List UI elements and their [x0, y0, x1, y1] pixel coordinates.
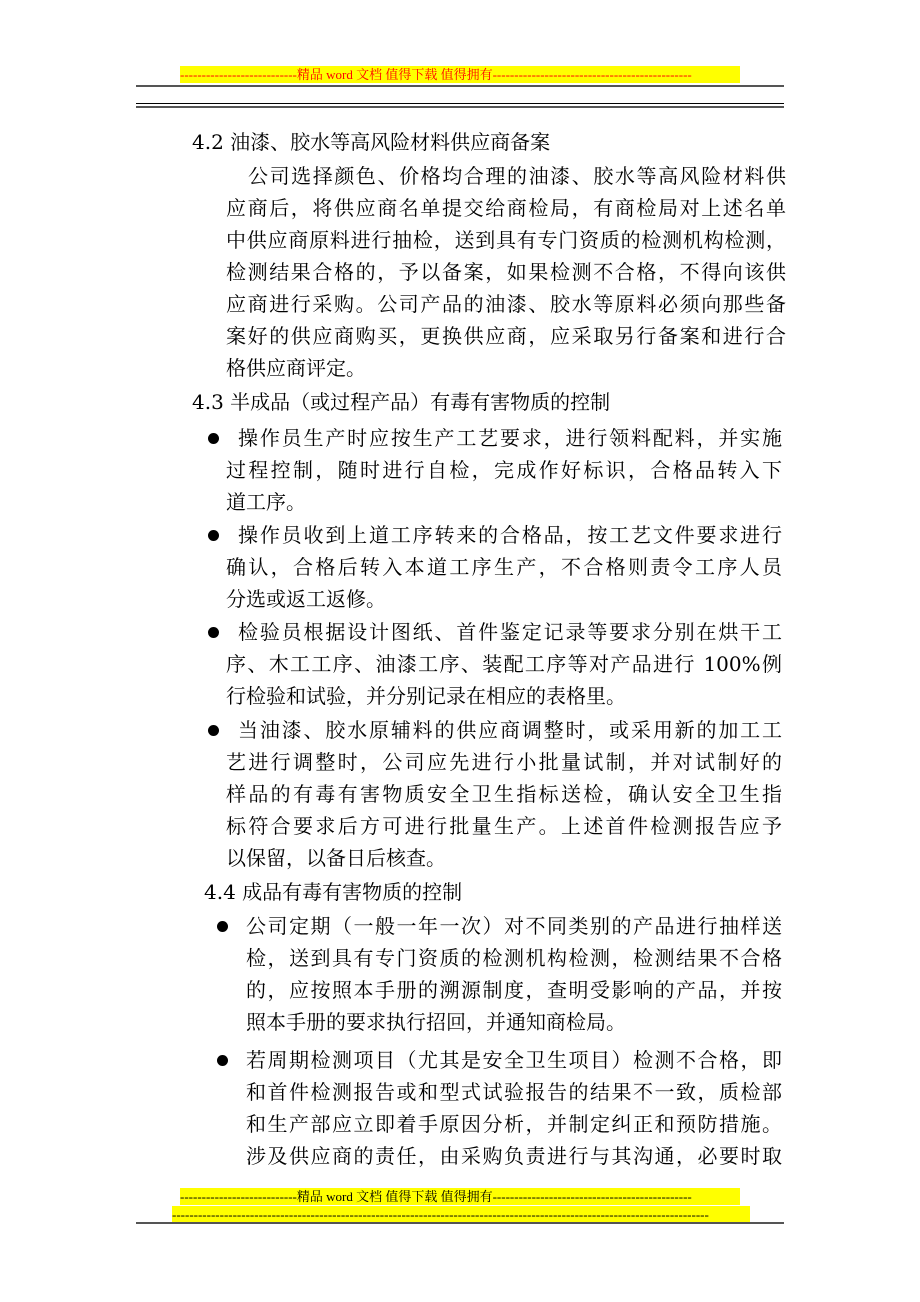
bullet-line: 分选或返工返修。 [226, 587, 386, 611]
paragraph-line: 检测结果合格的，予以备案，如果检测不合格，不得向该供 [226, 260, 786, 284]
bullet-line: 过程控制，随时进行自检，完成作好标识，合格品转入下 [226, 458, 782, 482]
bullet-line: 操作员收到上道工序转来的合格品，按工艺文件要求进行 [238, 523, 782, 547]
bullet-line: 行检验和试验，并分别记录在相应的表格里。 [226, 684, 626, 708]
section-heading: 4.4 成品有毒有害物质的控制 [204, 880, 463, 904]
bullet-line: 的，应按照本手册的溯源制度，查明受影响的产品，并按 [246, 978, 782, 1002]
header-banner: ---------------------------精品 word 文档 值得下载 值得拥有---------------------------------------------- [180, 66, 740, 83]
header-rule-top [136, 85, 784, 87]
bullet-icon [217, 1055, 228, 1066]
bullet-line: 标符合要求后方可进行批量生产。上述首件检测报告应予 [226, 814, 782, 838]
paragraph-line: 格供应商评定。 [226, 356, 366, 380]
bullet-line: 照本手册的要求执行招回，并通知商检局。 [246, 1010, 626, 1034]
section-heading: 4.2 油漆、胶水等高风险材料供应商备案 [192, 130, 551, 154]
bullet-icon [208, 433, 219, 444]
section-heading: 4.3 半成品（或过程产品）有毒有害物质的控制 [192, 390, 611, 414]
bullet-line: 和首件检测报告或和型式试验报告的结果不一致，质检部 [246, 1080, 782, 1104]
footer-banner-dashes: ---------------------------------------------------------------------------------------------------------------------------- [172, 1206, 750, 1223]
bullet-line: 道工序。 [226, 490, 306, 514]
bullet-line: 艺进行调整时，公司应先进行小批量试制，并对试制好的 [226, 750, 782, 774]
bullet-line: 序、木工工序、油漆工序、装配工序等对产品进行 100%例 [226, 652, 782, 676]
paragraph-line: 应商进行采购。公司产品的油漆、胶水等原料必须向那些备 [226, 292, 786, 316]
bullet-line: 以保留，以备日后核查。 [226, 846, 446, 870]
bullet-line: 公司定期（一般一年一次）对不同类别的产品进行抽样送 [246, 914, 782, 938]
paragraph-line: 公司选择颜色、价格均合理的油漆、胶水等高风险材料供 [248, 164, 786, 188]
footer-banner: ---------------------------精品 word 文档 值得下载 值得拥有---------------------------------------------- [180, 1188, 740, 1205]
bullet-line: 和生产部应立即着手原因分析，并制定纠正和预防措施。 [246, 1112, 782, 1136]
bullet-line: 检，送到具有专门资质的检测机构检测，检测结果不合格 [246, 946, 782, 970]
paragraph-line: 案好的供应商购买，更换供应商，应采取另行备案和进行合 [226, 324, 786, 348]
bullet-line: 涉及供应商的责任，由采购负责进行与其沟通，必要时取 [246, 1144, 782, 1168]
bullet-line: 操作员生产时应按生产工艺要求，进行领料配料，并实施 [238, 426, 782, 450]
bullet-line: 确认，合格后转入本道工序生产，不合格则责令工序人员 [226, 555, 782, 579]
paragraph-line: 中供应商原料进行抽检，送到具有专门资质的检测机构检测， [226, 228, 786, 252]
bullet-line: 检验员根据设计图纸、首件鉴定记录等要求分别在烘干工 [238, 620, 782, 644]
bullet-icon [208, 725, 219, 736]
bullet-icon [217, 921, 228, 932]
header-rule-bottom [136, 103, 784, 108]
paragraph-line: 应商后，将供应商名单提交给商检局，有商检局对上述名单 [226, 196, 786, 220]
bullet-line: 样品的有毒有害物质安全卫生指标送检，确认安全卫生指 [226, 782, 782, 806]
footer-rule [136, 1222, 784, 1224]
bullet-line: 若周期检测项目（尤其是安全卫生项目）检测不合格，即 [246, 1048, 782, 1072]
bullet-icon [208, 627, 219, 638]
bullet-line: 当油漆、胶水原辅料的供应商调整时，或采用新的加工工 [238, 718, 782, 742]
bullet-icon [208, 530, 219, 541]
